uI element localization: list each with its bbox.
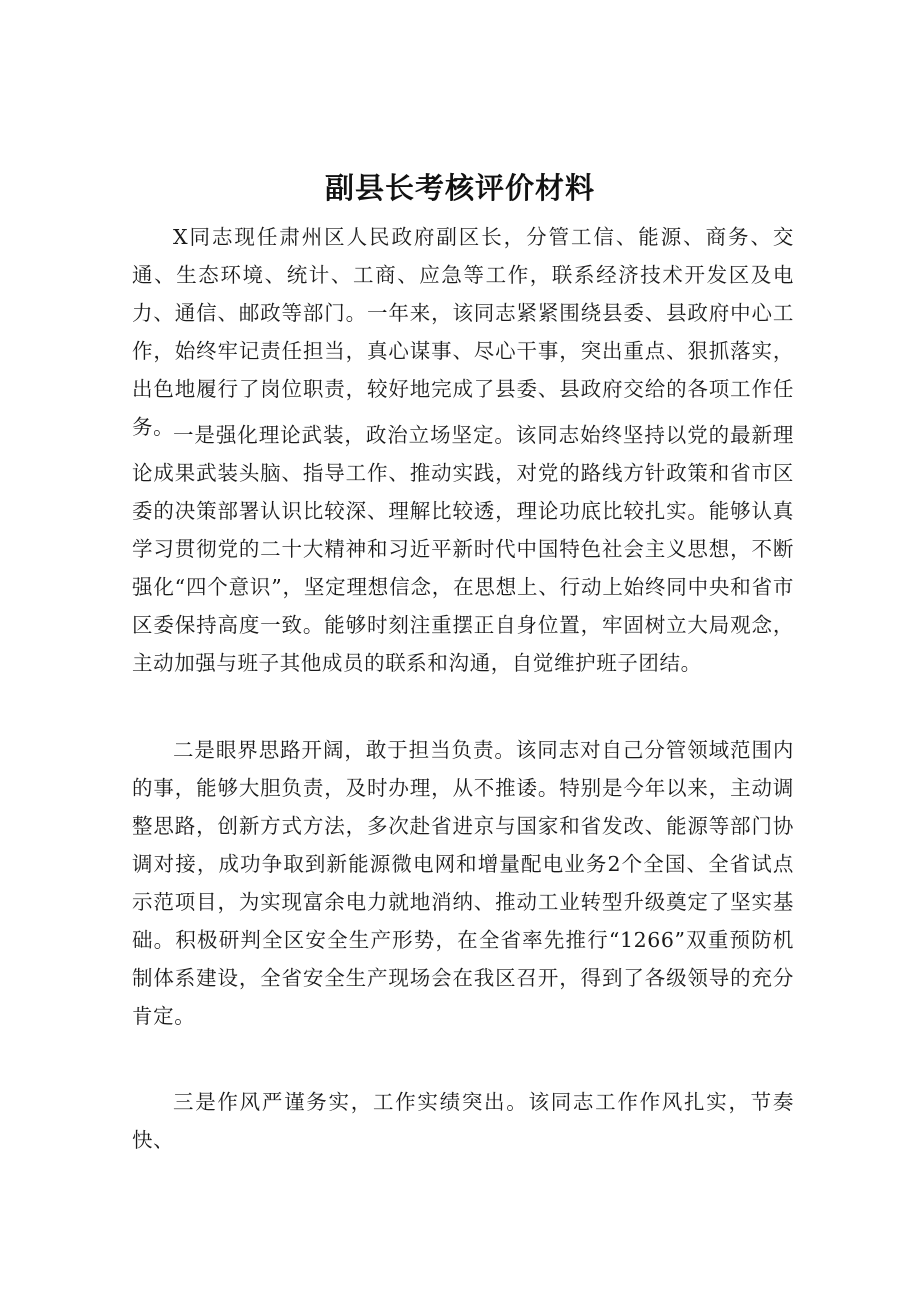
paragraph-work-style: 三是作风严谨务实，工作实绩突出。该同志工作作风扎实，节奏快、 bbox=[132, 1090, 794, 1152]
document-title: 副县长考核评价材料 bbox=[324, 171, 595, 205]
paragraph-theory: 一是强化理论武装，政治立场坚定。该同志始终坚持以党的最新理论成果武装头脑、指导工作、推动实践，对党的路线方针政策和省市区委的决策部署认识比较深、理解比较透，理论功底比较扎实。能够认真学习贯彻党的二十大精神和习近平新时代中国特色社会主义思想，不断强化“四个意识”，坚定理想信念，在思想上、行动上始终同中央和省市区委保持高度一致。能够时刻注重摆正自身位置，牢固树立大局观念，主动加强与班子其他成员的联系和沟通，自觉维护班子团结。 bbox=[132, 423, 794, 675]
paragraph-intro: X同志现任肃州区人民政府副区长，分管工信、能源、商务、交通、生态环境、统计、工商、应急等工作，联系经济技术开发区及电力、通信、邮政等部门。一年来，该同志紧紧围绕县委、县政府中心工作，始终牢记责任担当，真心谋事、尽心干事，突出重点、狠抓落实，出色地履行了岗位职责，较好地完成了县委、县政府交给的各项工作任务。 bbox=[132, 225, 794, 439]
paragraph-responsibility: 二是眼界思路开阔，敢于担当负责。该同志对自己分管领域范围内的事，能够大胆负责，及时办理，从不推诿。特别是今年以来，主动调整思路，创新方式方法，多次赴省进京与国家和省发改、能源等部门协调对接，成功争取到新能源微电网和增量配电业务2个全国、全省试点示范项目，为实现富余电力就地消纳、推动工业转型升级奠定了坚实基础。积极研判全区安全生产形势，在全省率先推行“1266”双重预防机制体系建设，全省安全生产现场会在我区召开，得到了各级领导的充分肯定。 bbox=[132, 738, 794, 1028]
